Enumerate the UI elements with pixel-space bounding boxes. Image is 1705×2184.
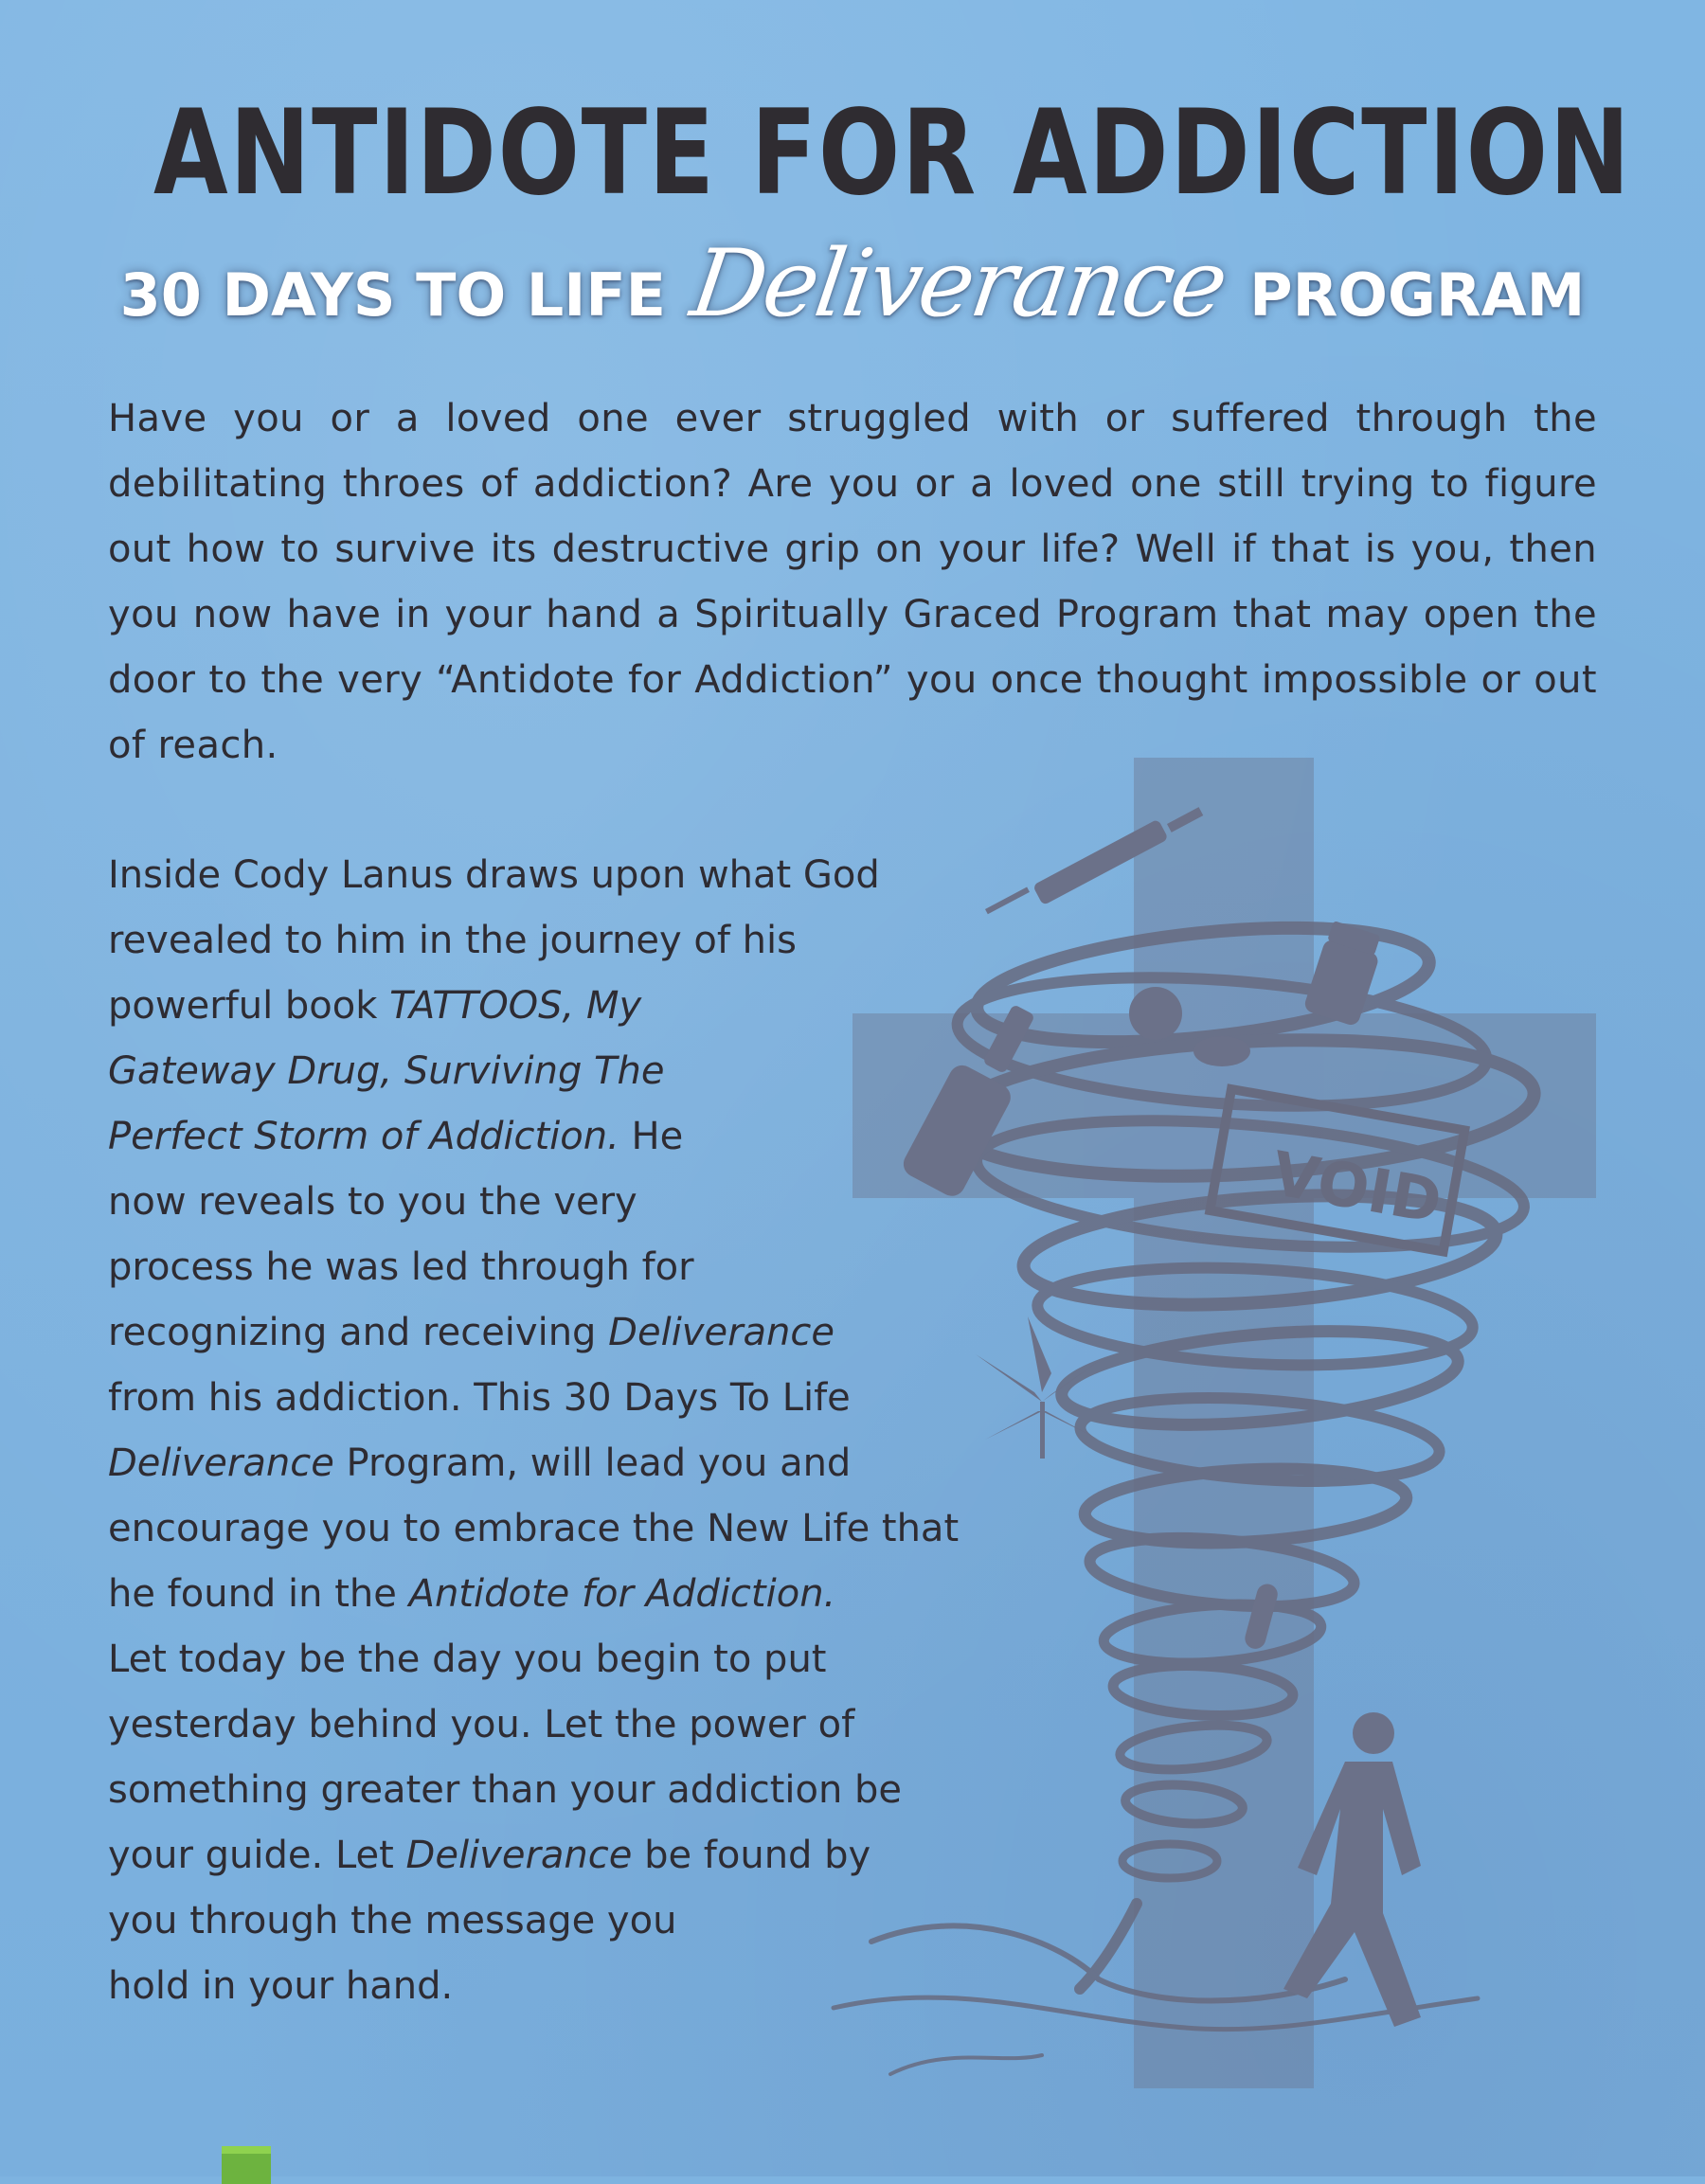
body-line: revealed to him in the journey of his <box>108 919 797 962</box>
body-line: process he was led through for <box>108 1245 694 1289</box>
subtitle-script-word: Deliverance <box>684 230 1231 338</box>
body-line <box>108 974 1055 1039</box>
body-text: your guide. Let <box>108 1834 406 1877</box>
book-title: Perfect Storm of Addiction. <box>108 1115 619 1158</box>
body-line <box>108 1104 1055 1170</box>
body-line: something greater than your addiction be <box>108 1768 903 1812</box>
body-line: now reveals to you the very <box>108 1180 637 1224</box>
body-line <box>108 1431 1055 1496</box>
subtitle-trail: PROGRAM <box>1249 260 1586 330</box>
emphasis-word: Deliverance <box>108 1441 334 1485</box>
body-line: you through the message you <box>108 1899 677 1942</box>
bookmark-icon <box>222 2146 271 2184</box>
body-line: Inside Cody Lanus draws upon what God <box>108 853 880 897</box>
body-text: Program, will lead you and <box>333 1441 852 1485</box>
subtitle <box>0 230 1705 341</box>
body-text: He <box>619 1115 684 1158</box>
emphasis-word: Antidote for Addiction. <box>408 1572 836 1616</box>
emphasis-word: Deliverance <box>405 1834 633 1877</box>
body-paragraph <box>108 843 1055 2019</box>
body-line <box>108 1562 1055 1627</box>
intro-paragraph: Have you or a loved one ever struggled with or suffered through the debilitating throes of addiction? Are you or a loved one still trying to figure out how to survive its destructive grip on your life? Well if that is you, then you now have in your hand a Spiritually Graced Program that may open the door to the very “Antidote for Addiction” you once thought impossible or out of reach. <box>108 397 1597 767</box>
body-line: yesterday behind you. Let the power of <box>108 1703 855 1746</box>
body-line: hold in your hand. <box>108 1964 454 2008</box>
body-line: Let today be the day you begin to put <box>108 1638 827 1681</box>
body-text: powerful book <box>108 984 390 1028</box>
book-title: TATTOOS, My <box>389 984 642 1028</box>
body-line: encourage you to embrace the New Life that <box>108 1507 960 1550</box>
emphasis-word: Deliverance <box>608 1311 835 1354</box>
svg-text:VOID: VOID <box>1266 1138 1447 1238</box>
body-text: recognizing and receiving <box>108 1311 609 1354</box>
subtitle-lead: 30 DAYS TO LIFE <box>119 260 667 330</box>
body-line: from his addiction. This 30 Days To Life <box>108 1376 851 1420</box>
body-text: be found by <box>632 1834 871 1877</box>
page-title: ANTIDOTE FOR ADDICTION <box>153 85 1632 222</box>
pill-bottle-icon <box>1302 921 1380 1028</box>
body-line <box>108 1823 1055 1889</box>
body-line <box>108 1300 1055 1366</box>
body-line <box>108 1039 1055 1104</box>
book-title: Gateway Drug, Surviving The <box>108 1049 665 1093</box>
body-text: he found in the <box>108 1572 409 1616</box>
